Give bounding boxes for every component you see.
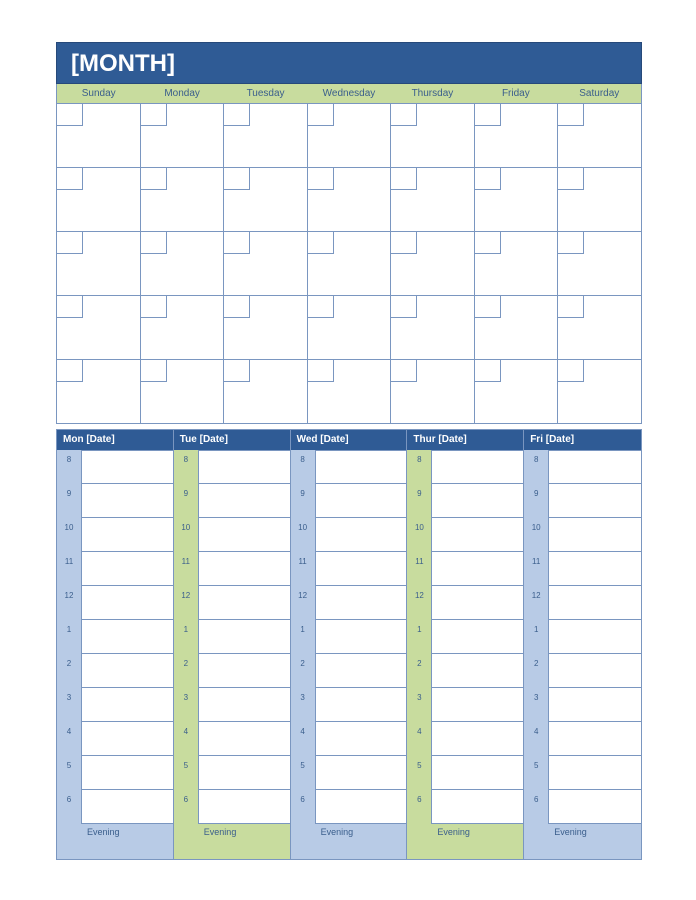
date-box[interactable] [57,232,83,254]
hour-slot [174,518,290,552]
hour-slot [524,688,641,722]
hour-label: 5 [407,756,431,790]
hour-label: 10 [174,518,198,552]
hour-label: 5 [291,756,315,790]
hour-slot [291,484,407,518]
day-cell[interactable] [224,232,308,296]
planner-day-column [524,430,641,859]
hour-entry-field[interactable] [315,688,407,722]
weekday-label-sunday: Sunday [81,88,116,99]
hour-label: 9 [407,484,431,518]
hour-slot [407,756,523,790]
hour-slot [407,722,523,756]
day-cell[interactable] [391,104,475,168]
hour-slot [524,722,641,756]
day-cell[interactable] [57,104,141,168]
date-box[interactable] [308,168,334,190]
day-cell[interactable] [224,168,308,232]
hour-slot [291,756,407,790]
hour-label: 12 [291,586,315,620]
hour-slot [291,654,407,688]
hour-slot [407,552,523,586]
hour-label: 6 [291,790,315,824]
hour-slots [291,450,407,824]
day-cell[interactable] [308,104,392,168]
hour-label: 10 [524,518,548,552]
hour-entry-field[interactable] [431,790,523,824]
hour-entry-field[interactable] [431,586,523,620]
hour-slot [174,450,290,484]
hour-slot [407,654,523,688]
hour-label: 8 [57,450,81,484]
day-cell[interactable] [308,360,392,424]
date-box[interactable] [475,360,501,382]
weekday-label-monday: Monday [164,88,200,99]
hour-label: 4 [291,722,315,756]
hour-slot [291,790,407,824]
planner-day-column [291,430,408,859]
planner-day-header[interactable]: Fri [Date] [524,430,641,450]
date-box[interactable] [308,232,334,254]
hour-slot [524,586,641,620]
hour-entry-field[interactable] [431,518,523,552]
hour-slot [291,620,407,654]
weekday-label-wednesday: Wednesday [322,88,376,99]
hour-label: 9 [524,484,548,518]
date-box[interactable] [308,296,334,318]
hour-entry-field[interactable] [198,620,290,654]
evening-section[interactable]: Evening [291,824,407,859]
hour-slot [524,790,641,824]
hour-entry-field[interactable] [315,450,407,484]
hour-slot [174,654,290,688]
hour-slot [57,552,173,586]
hour-entry-field[interactable] [198,586,290,620]
date-box[interactable] [224,360,250,382]
hour-entry-field[interactable] [431,722,523,756]
planner-day-header[interactable]: Wed [Date] [291,430,407,450]
hour-label: 9 [174,484,198,518]
day-cell[interactable] [308,296,392,360]
hour-label: 10 [407,518,431,552]
hour-entry-field[interactable] [81,620,173,654]
weekday-label-saturday: Saturday [579,88,620,99]
hour-slots [524,450,641,824]
hour-label: 12 [407,586,431,620]
day-cell[interactable] [475,168,559,232]
hour-slot [407,518,523,552]
day-cell[interactable] [391,232,475,296]
hour-label: 9 [57,484,81,518]
month-grid [56,103,642,424]
hour-label: 11 [57,552,81,586]
hour-entry-field[interactable] [431,450,523,484]
hour-label: 10 [57,518,81,552]
day-cell[interactable] [558,104,642,168]
day-cell[interactable] [141,104,225,168]
evening-section[interactable]: Evening [524,824,641,859]
hour-entry-field[interactable] [198,518,290,552]
hour-slot [524,654,641,688]
hour-slot [57,586,173,620]
hour-label: 8 [174,450,198,484]
evening-section[interactable]: Evening [407,824,523,859]
hour-label: 3 [174,688,198,722]
date-box[interactable] [475,296,501,318]
hour-slot [57,688,173,722]
hour-slot [174,552,290,586]
hour-slot [174,756,290,790]
hour-label: 4 [174,722,198,756]
day-cell[interactable] [475,104,559,168]
day-cell[interactable] [57,360,141,424]
hour-label: 12 [524,586,548,620]
hour-label: 1 [174,620,198,654]
hour-label: 11 [291,552,315,586]
hour-slot [174,722,290,756]
hour-entry-field[interactable] [81,552,173,586]
hour-label: 6 [407,790,431,824]
date-box[interactable] [558,296,584,318]
day-cell[interactable] [141,360,225,424]
hour-label: 11 [524,552,548,586]
weekday-label-thursday: Thursday [411,88,454,99]
hour-label: 12 [174,586,198,620]
hour-slot [57,790,173,824]
hour-entry-field[interactable] [431,688,523,722]
weekday-header-row [56,84,642,103]
date-box[interactable] [475,168,501,190]
hour-slot [57,722,173,756]
hour-entry-field[interactable] [315,722,407,756]
date-box[interactable] [558,232,584,254]
hour-entry-field[interactable] [315,586,407,620]
hour-slots [57,450,173,824]
hour-entry-field[interactable] [81,756,173,790]
hour-entry-field[interactable] [81,654,173,688]
hour-entry-field[interactable] [81,790,173,824]
hour-label: 3 [407,688,431,722]
hour-entry-field[interactable] [315,518,407,552]
weekly-planner [56,429,642,860]
day-cell[interactable] [141,232,225,296]
hour-slot [524,552,641,586]
hour-entry-field[interactable] [198,756,290,790]
date-box[interactable] [391,104,417,126]
day-cell[interactable] [558,360,642,424]
planner-day-header[interactable]: Mon [Date] [57,430,173,450]
hour-slot [57,756,173,790]
hour-entry-field[interactable] [315,484,407,518]
hour-entry-field[interactable] [315,756,407,790]
hour-entry-field[interactable] [548,484,641,518]
day-cell[interactable] [57,232,141,296]
hour-slot [291,518,407,552]
date-box[interactable] [558,104,584,126]
day-cell[interactable] [558,232,642,296]
hour-label: 1 [57,620,81,654]
hour-entry-field[interactable] [548,450,641,484]
hour-slot [174,790,290,824]
hour-entry-field[interactable] [315,790,407,824]
hour-label: 5 [57,756,81,790]
hour-label: 8 [407,450,431,484]
hour-entry-field[interactable] [548,756,641,790]
date-box[interactable] [224,104,250,126]
hour-label: 2 [407,654,431,688]
hour-entry-field[interactable] [548,586,641,620]
hour-label: 1 [291,620,315,654]
hour-label: 2 [291,654,315,688]
hour-slot [524,484,641,518]
hour-slot [57,654,173,688]
hour-entry-field[interactable] [198,654,290,688]
hour-entry-field[interactable] [81,722,173,756]
date-box[interactable] [391,232,417,254]
hour-slot [291,722,407,756]
hour-entry-field[interactable] [548,654,641,688]
day-cell[interactable] [475,232,559,296]
day-cell[interactable] [308,232,392,296]
date-box[interactable] [141,296,167,318]
hour-entry-field[interactable] [198,484,290,518]
hour-slot [57,620,173,654]
hour-label: 2 [524,654,548,688]
hour-entry-field[interactable] [198,790,290,824]
hour-entry-field[interactable] [431,552,523,586]
date-box[interactable] [141,168,167,190]
hour-slot [407,586,523,620]
hour-entry-field[interactable] [431,620,523,654]
hour-slot [524,620,641,654]
hour-entry-field[interactable] [81,586,173,620]
hour-slot [407,484,523,518]
hour-slot [407,688,523,722]
day-cell[interactable] [475,296,559,360]
hour-slot [291,552,407,586]
hour-entry-field[interactable] [198,688,290,722]
hour-slots [407,450,523,824]
day-cell[interactable] [558,296,642,360]
hour-label: 4 [524,722,548,756]
hour-entry-field[interactable] [315,654,407,688]
weekday-label-tuesday: Tuesday [246,88,285,99]
hour-label: 3 [524,688,548,722]
hour-label: 2 [174,654,198,688]
hour-entry-field[interactable] [548,620,641,654]
hour-label: 5 [524,756,548,790]
hour-entry-field[interactable] [548,518,641,552]
date-box[interactable] [558,360,584,382]
hour-label: 2 [57,654,81,688]
hour-entry-field[interactable] [548,552,641,586]
date-box[interactable] [57,168,83,190]
date-box[interactable] [57,296,83,318]
hour-label: 6 [174,790,198,824]
hour-slot [524,450,641,484]
day-cell[interactable] [391,360,475,424]
date-box[interactable] [224,168,250,190]
hour-slot [524,756,641,790]
hour-label: 10 [291,518,315,552]
hour-label: 8 [524,450,548,484]
hour-entry-field[interactable] [81,450,173,484]
hour-entry-field[interactable] [548,790,641,824]
date-box[interactable] [141,360,167,382]
hour-entry-field[interactable] [548,688,641,722]
hour-entry-field[interactable] [81,484,173,518]
evening-section[interactable]: Evening [174,824,290,859]
hour-slot [291,450,407,484]
hour-slots [174,450,290,824]
date-box[interactable] [475,104,501,126]
hour-label: 5 [174,756,198,790]
hour-slot [291,586,407,620]
weekday-label-friday: Friday [501,88,530,99]
hour-entry-field[interactable] [431,756,523,790]
hour-label: 6 [524,790,548,824]
hour-entry-field[interactable] [431,484,523,518]
planner-day-column [57,430,174,859]
hour-slot [174,484,290,518]
hour-slot [407,620,523,654]
monthly-calendar [56,42,642,424]
hour-entry-field[interactable] [198,722,290,756]
day-cell[interactable] [224,296,308,360]
day-cell[interactable] [391,296,475,360]
hour-entry-field[interactable] [81,518,173,552]
date-box[interactable] [141,232,167,254]
day-cell[interactable] [224,104,308,168]
planner-day-header[interactable]: Tue [Date] [174,430,290,450]
hour-label: 12 [57,586,81,620]
hour-entry-field[interactable] [431,654,523,688]
hour-label: 1 [524,620,548,654]
hour-slot [407,790,523,824]
hour-label: 8 [291,450,315,484]
planner-day-column [174,430,291,859]
day-cell[interactable] [308,168,392,232]
date-box[interactable] [391,168,417,190]
date-box[interactable] [57,360,83,382]
hour-label: 9 [291,484,315,518]
date-box[interactable] [57,104,83,126]
date-box[interactable] [308,104,334,126]
hour-entry-field[interactable] [548,722,641,756]
day-cell[interactable] [558,168,642,232]
hour-entry-field[interactable] [315,552,407,586]
day-cell[interactable] [224,360,308,424]
hour-slot [174,620,290,654]
date-box[interactable] [308,360,334,382]
hour-label: 11 [174,552,198,586]
hour-entry-field[interactable] [198,450,290,484]
hour-label: 4 [57,722,81,756]
date-box[interactable] [558,168,584,190]
hour-label: 4 [407,722,431,756]
hour-label: 1 [407,620,431,654]
hour-slot [57,484,173,518]
hour-slot [174,688,290,722]
day-cell[interactable] [141,168,225,232]
month-title[interactable]: [MONTH] [56,42,642,84]
date-box[interactable] [475,232,501,254]
hour-entry-field[interactable] [315,620,407,654]
hour-slot [407,450,523,484]
date-box[interactable] [224,232,250,254]
day-cell[interactable] [475,360,559,424]
day-cell[interactable] [57,168,141,232]
day-cell[interactable] [391,168,475,232]
hour-slot [174,586,290,620]
planner-day-header[interactable]: Thur [Date] [407,430,523,450]
hour-slot [524,518,641,552]
hour-slot [291,688,407,722]
date-box[interactable] [141,104,167,126]
hour-label: 6 [57,790,81,824]
hour-label: 3 [57,688,81,722]
date-box[interactable] [391,360,417,382]
hour-entry-field[interactable] [81,688,173,722]
planner-day-column [407,430,524,859]
hour-slot [57,518,173,552]
hour-entry-field[interactable] [198,552,290,586]
date-box[interactable] [224,296,250,318]
day-cell[interactable] [57,296,141,360]
day-cell[interactable] [141,296,225,360]
evening-section[interactable]: Evening [57,824,173,859]
date-box[interactable] [391,296,417,318]
hour-label: 11 [407,552,431,586]
hour-slot [57,450,173,484]
hour-label: 3 [291,688,315,722]
